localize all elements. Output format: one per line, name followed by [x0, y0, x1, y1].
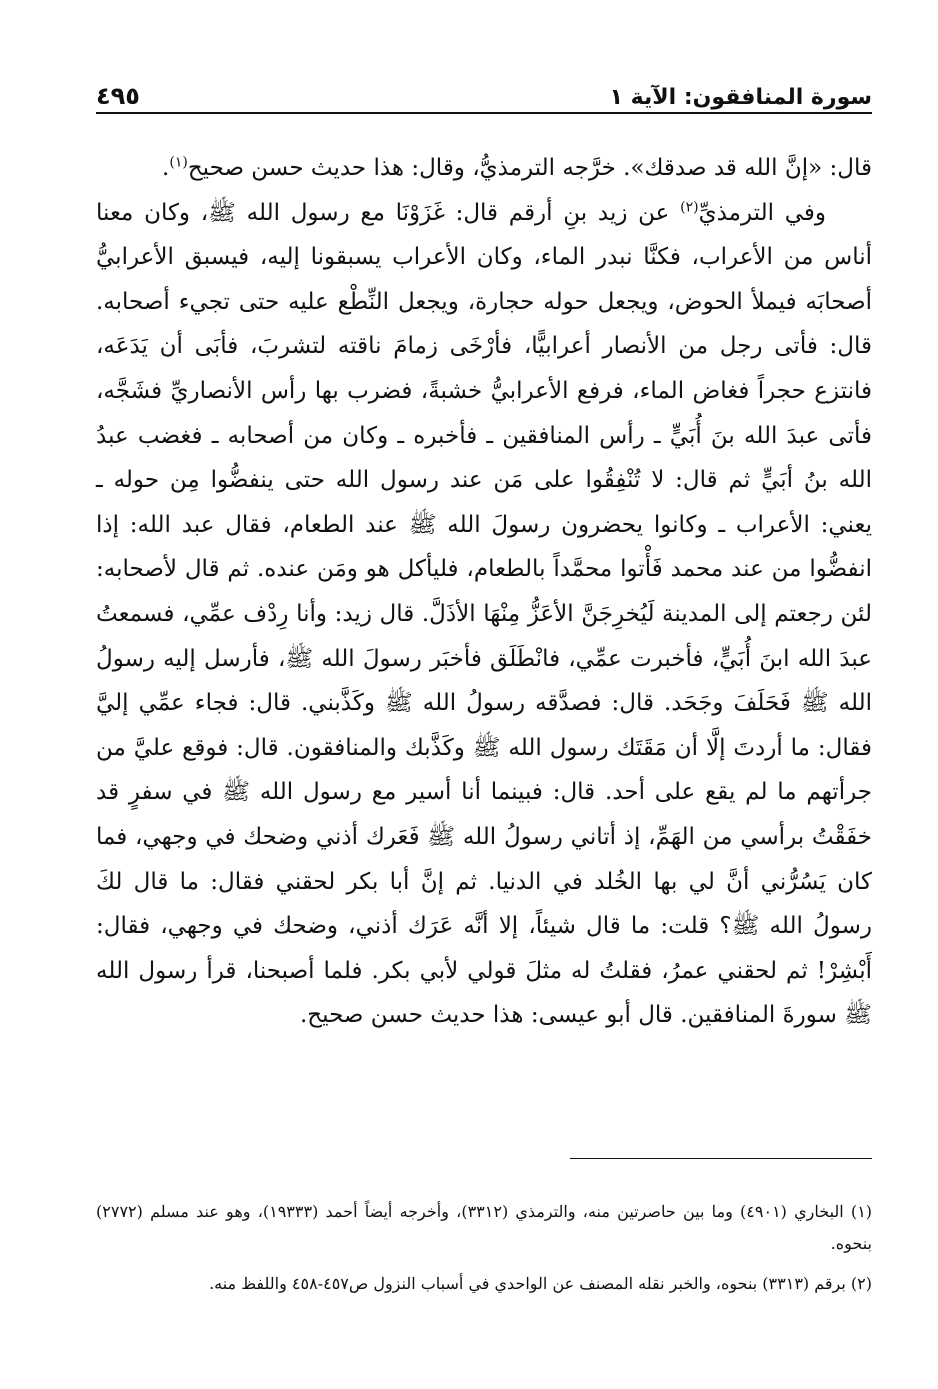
chapter-title: سورة المنافقون: الآية ١ [609, 85, 872, 110]
footnote: (٢) برقم (٣٣١٣) بنحوه، والخبر نقله المصنف عن الواحدي في أسباب النزول ص٤٥٧-٤٥٨ واللفظ منه. [209, 1274, 872, 1293]
main-text [96, 146, 872, 1038]
footnote-ref[interactable]: (١) [169, 154, 188, 171]
footnotes [96, 1196, 872, 1308]
footnote: (١) البخاري (٤٩٠١) وما بين حاصرتين منه، والترمذي (٣٣١٢)، وأخرجه أيضاً أحمد (١٩٣٣٣)، وهو عند مسلم (٢٧٧٢) بنحوه. [96, 1202, 873, 1253]
footnote-ref[interactable]: (٢) [680, 198, 699, 215]
page-number: ٤٩٥ [96, 82, 140, 110]
footnote-rule [570, 1158, 872, 1159]
paragraph: وفي الترمذيِّ$^{(٢)}$ عن زيد بنِ أرقم قال: غَزَوْنَا مع رسول الله ﷺ، وكان معنا أناس من الأعراب، فكنَّا نبدر الماء، وكان الأعراب يسبقونا إليه، فيسبق الأعرابيُّ أصحابَه فيملأ الحوض، ويجعل حوله حجارة، ويجعل النِّطْع عليه حتى تجيء أصحابه. قال: فأتى رجل من الأنصار أعرابيًّا، فأرْخَى زمامَ ناقته لتشربَ، فأبَى أن يَدَعَه، فانتزع حجراً فغاض الماء، فرفع الأعرابيُّ خشبةً، فضرب بها رأس الأنصاريِّ فشَجَّه، فأتى عبدَ الله بنَ أُبَيٍّ ـ رأس المنافقين ـ فأخبره ـ وكان من أصحابه ـ فغضب عبدُ الله بنُ أبَيٍّ ثم قال: لا تُنْفِقُوا على مَن عند رسول الله حتى ينفضُّوا مِن حوله ـ يعني: الأعراب ـ وكانوا يحضرون رسولَ الله ﷺ عند الطعام، فقال عبد الله: إذا انفضُّوا من عند محمد فَأْتوا محمَّداً بالطعام، فليأكل هو ومَن عنده. ثم قال لأصحابه: لئن رجعتم إلى المدينة لَيُخرِجَنَّ الأعَزُّ مِنْهَا الأذَلَّ. قال زيد: وأنا رِدْف عمِّي، فسمعتُ عبدَ الله ابنَ أُبَيٍّ، فأخبرت عمِّي، فانْطَلَق فأخبَر رسولَ الله ﷺ، فأرسل إليه رسولُ الله ﷺ فَحَلَفَ وجَحَد. قال: فصدَّقه رسولُ الله ﷺ وكَذَّبني. قال: فجاء عمِّي إليَّ فقال: ما أردتَ إلَّا أن مَقَتَك رسول الله ﷺ وكَذَّبك والمنافقون. قال: فوقع عليَّ من جرأتهم ما لم يقع على أحد. قال: فبينما أنا أسير مع رسول الله ﷺ في سفرٍ قد خفَقْتُ برأسي من الهَمِّ، إذ أتاني رسولُ الله ﷺ فَعَرك أذني وضحك في وجهي، فما كان يَسُرُّني أنَّ لي بها الخُلد في الدنيا. ثم إنَّ أبا بكر لحقني فقال: ما قال لكَ رسولُ الله ﷺ؟ قلت: ما قال شيئاً، إلا أنَّه عَرَك أذني، وضحك في وجهي، فقال: أَبْشِرْ! ثم لحقني عمرُ، فقلتُ له مثلَ قولي لأبي بكر. فلما أصبحنا، قرأ رسول الله ﷺ سورةَ المنافقين. قال أبو عيسى: هذا حديث حسن صحيح. [96, 198, 872, 1029]
paragraph: قال: «إنَّ الله قد صدقك». خرَّجه الترمذيُّ، وقال: هذا حديث حسن صحيح$^{(١)}$. [162, 154, 872, 181]
running-header [96, 72, 872, 110]
header-rule [96, 112, 872, 114]
